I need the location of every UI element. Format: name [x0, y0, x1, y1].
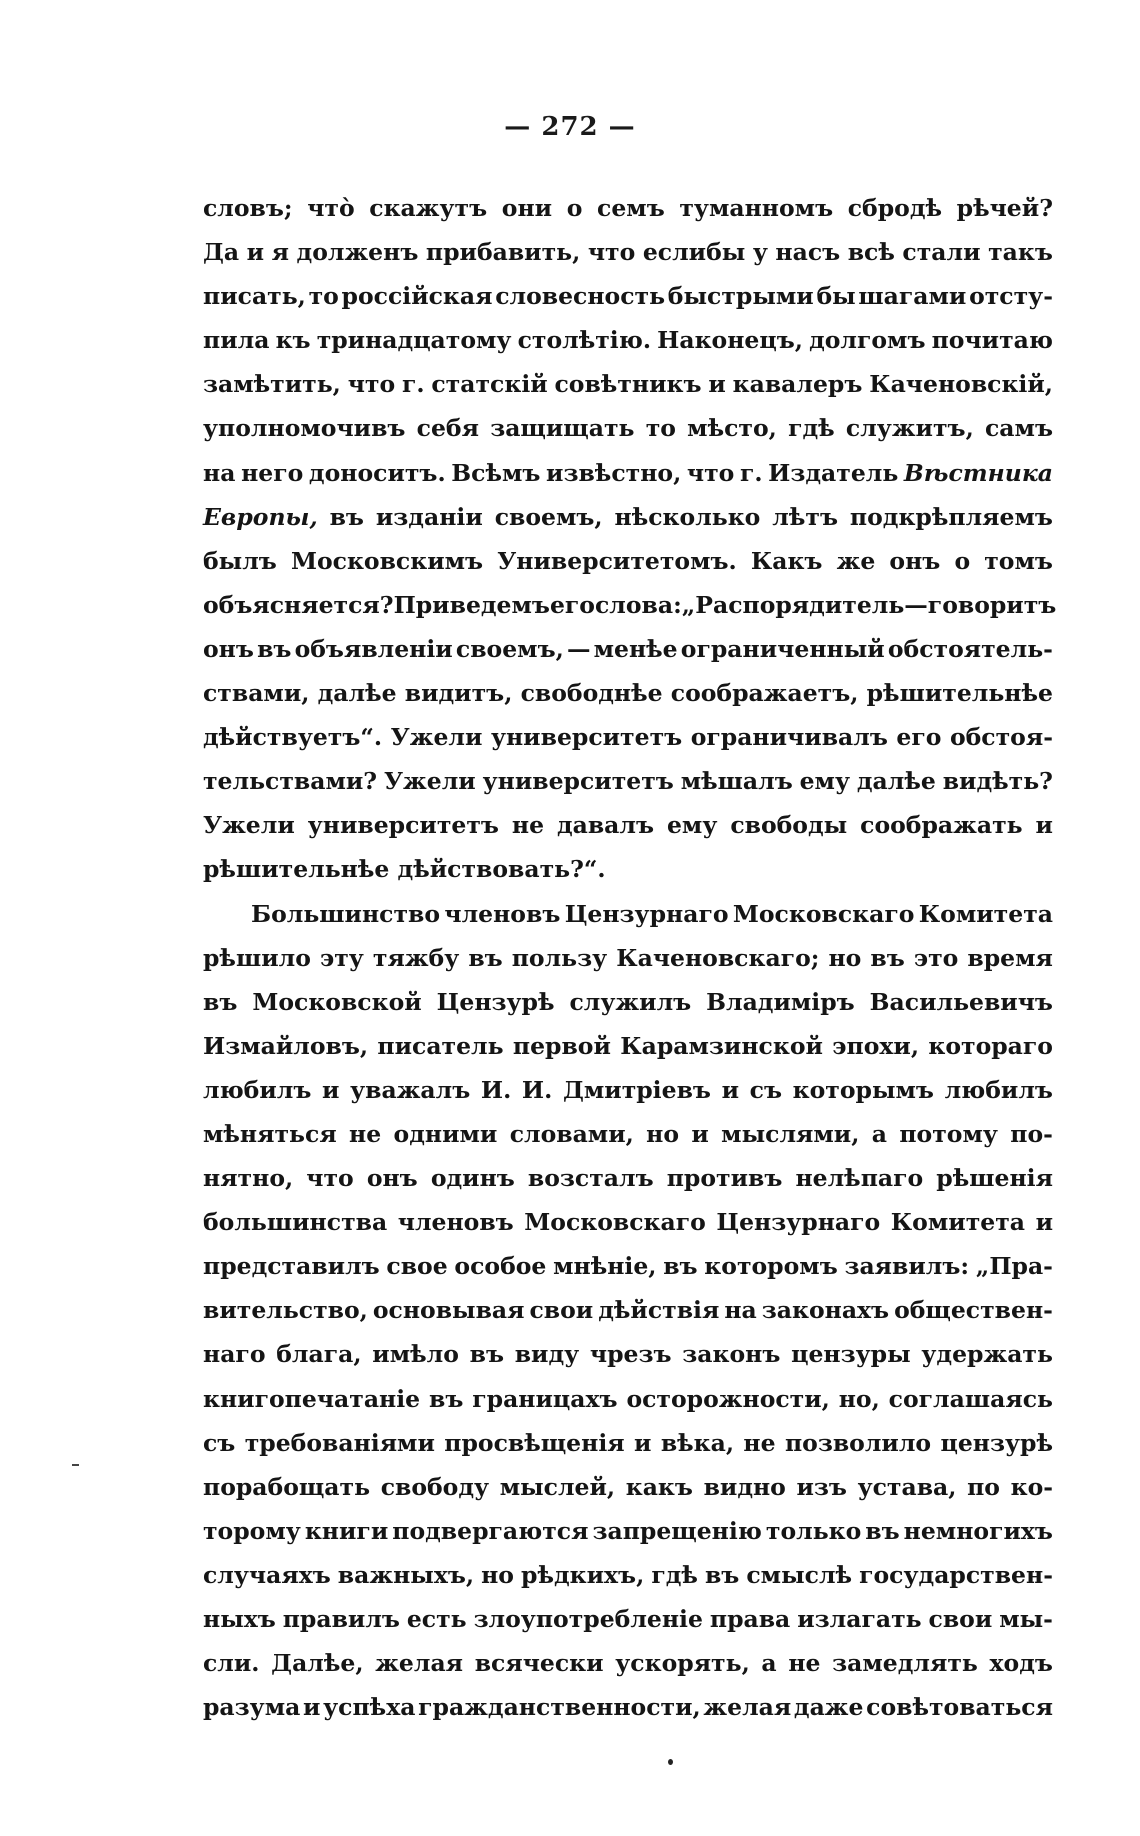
text-line: порабощать свободу мыслей, какъ видно изъ устава, по ко- [203, 1472, 1053, 1501]
text-line: вительство, основывая свои дѣйствія на законахъ обществен- [203, 1296, 1053, 1325]
text-line: разума и успѣха гражданственности, желая даже совѣтоваться [203, 1693, 1053, 1722]
ink-speck [668, 1759, 673, 1765]
text-line: онъ въ объявленіи своемъ, — менѣе ограниченный обстоятель- [203, 634, 1053, 663]
text-line: Ужели университетъ не давалъ ему свободы соображать и [203, 811, 1053, 840]
text-line: представилъ свое особое мнѣніе, въ которомъ заявилъ: „Пра- [203, 1252, 1053, 1281]
text-line: случаяхъ важныхъ, но рѣдкихъ, гдѣ въ смыслѣ государствен- [203, 1560, 1053, 1589]
text-line: рѣшительнѣе дѣйствовать?“. [203, 855, 606, 884]
text-line: нятно, что онъ одинъ возсталъ противъ нелѣпаго рѣшенія [203, 1164, 1053, 1193]
text-line: былъ Московскимъ Университетомъ. Какъ же онъ о томъ [203, 546, 1053, 575]
text-line: Европы, въ изданіи своемъ, нѣсколько лѣтъ подкрѣпляемъ [203, 502, 1053, 531]
text-line: сли. Далѣе, желая всячески ускорять, а не замедлять ходъ [203, 1649, 1053, 1678]
text-line: ствами, далѣе видитъ, свободнѣе соображаетъ, рѣшительнѣе [203, 679, 1053, 708]
text-line: писать, то россійская словесность быстрыми бы шагами отсту- [203, 282, 1053, 311]
text-line: замѣтить, что г. статскій совѣтникъ и кавалеръ Каченовскій, [203, 370, 1053, 399]
text-line: Большинство членовъ Цензурнаго Московскаго Комитета [251, 899, 1053, 928]
text-line: объясняется? Приведемъ его слова: „Распорядитель—говоритъ [203, 590, 1057, 619]
text-line: въ Московской Цензурѣ служилъ Владиміръ Васильевичъ [203, 987, 1053, 1016]
text-line: на него доноситъ. Всѣмъ извѣстно, что г. Издатель Вѣстника [203, 458, 1053, 487]
text-line: торому книги подвергаются запрещенію только въ немногихъ [203, 1516, 1053, 1545]
margin-mark [72, 1464, 79, 1466]
text-line: уполномочивъ себя защищать то мѣсто, гдѣ служитъ, самъ [203, 414, 1053, 443]
text-line: любилъ и уважалъ И. И. Дмитріевъ и съ которымъ любилъ [203, 1075, 1053, 1104]
text-line: словъ; что̀ скажутъ они о семъ туманномъ сбродѣ рѣчей? [203, 194, 1053, 222]
text-line: пила къ тринадцатому столѣтію. Наконецъ, долгомъ почитаю [203, 326, 1053, 355]
text-line: ныхъ правилъ есть злоупотребленіе права излагать свои мы- [203, 1605, 1053, 1633]
text-line: съ требованіями просвѣщенія и вѣка, не позволило цензурѣ [203, 1428, 1053, 1457]
text-line: мѣняться не одними словами, но и мыслями, а потому по- [203, 1119, 1053, 1148]
text-line: книгопечатаніе въ границахъ осторожности, но, соглашаясь [203, 1384, 1053, 1413]
text-line: Да и я долженъ прибавить, что еслибы у насъ всѣ стали такъ [203, 238, 1053, 267]
page-number: — 272 — [504, 112, 636, 142]
text-line: дѣйствуетъ“. Ужели университетъ ограничивалъ его обстоя- [203, 723, 1053, 752]
body-text [203, 186, 1057, 1729]
text-line: наго блага, имѣло въ виду чрезъ законъ цензуры удержать [203, 1340, 1053, 1369]
text-line: Измайловъ, писатель первой Карамзинской эпохи, котораго [203, 1031, 1053, 1060]
text-line: большинства членовъ Московскаго Цензурнаго Комитета и [203, 1208, 1053, 1237]
text-line: рѣшило эту тяжбу въ пользу Каченовскаго; но въ это время [203, 943, 1053, 972]
text-line: тельствами? Ужели университетъ мѣшалъ ему далѣе видѣть? [203, 767, 1053, 796]
